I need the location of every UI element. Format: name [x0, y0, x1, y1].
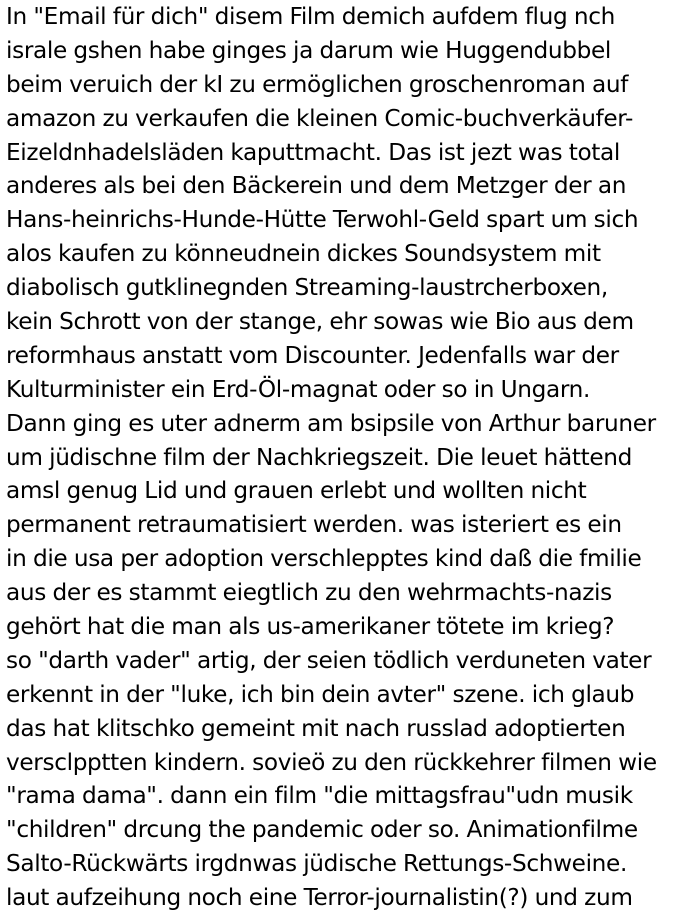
text-line-19: gehört hat die man als us-amerikaner tötete im krieg? [6, 613, 615, 641]
text-line-20: so "darth vader" artig, der seien tödlich verduneten vater [6, 646, 652, 674]
text-line-25: "children" drcung the pandemic oder so. Animationfilme [6, 816, 638, 844]
text-line-27: laut aufzeihung noch eine Terror-journalistin(?) und zum [6, 884, 633, 912]
text-line-3: beim veruich der kI zu ermöglichen groschenroman auf [6, 70, 629, 98]
text-line-12: Kulturminister ein Erd-Öl-magnat oder so in Ungarn. [6, 375, 590, 403]
text-line-5: Eizeldnhadelsläden kaputtmacht. Das ist jezt was total [6, 138, 620, 166]
text-line-21: erkennt in der "luke, ich bin dein avter" szene. ich glaub [6, 680, 635, 708]
text-line-23: versclpptten kindern. sovieö zu den rückkehrer filmen wie [6, 748, 657, 776]
text-line-10: kein Schrott von der stange, ehr sowas wie Bio aus dem [6, 308, 634, 336]
text-line-24: "rama dama". dann ein film "die mittagsfrau"udn musik [6, 782, 633, 810]
text-line-26: Salto-Rückwärts irgdnwas jüdische Rettungs-Schweine. [6, 850, 627, 878]
text-line-4: amazon zu verkaufen die kleinen Comic-buchverkäufer- [6, 104, 633, 132]
text-line-15: amsl genug Lid und grauen erlebt und wollten nicht [6, 477, 587, 505]
text-line-13: Dann ging es uter adnerm am bsipsile von Arthur baruner [6, 409, 656, 437]
text-line-18: aus der es stammt eiegtlich zu den wehrmachts-nazis [6, 579, 612, 607]
text-line-16: permanent retraumatisiert werden. was isteriert es ein [6, 511, 622, 539]
text-line-1: In "Email für dich" disem Film demich aufdem flug nch [6, 3, 615, 30]
text-line-2: israle gshen habe ginges ja darum wie Huggendubbel [6, 36, 611, 64]
text-line-7: Hans-heinrichs-Hunde-Hütte Terwohl-Geld spart um sich [6, 206, 639, 234]
text-line-9: diabolisch gutklinegnden Streaming-laustrcherboxen, [6, 274, 608, 302]
text-line-6: anderes als bei den Bäckerein und dem Metzger der an [6, 172, 627, 200]
text-line-11: reformhaus anstatt vom Discounter. Jedenfalls war der [6, 341, 619, 369]
text-line-8: alos kaufen zu könneudnein dickes Soundsystem mit [6, 240, 601, 268]
text-line-22: das hat klitschko gemeint mit nach russlad adoptierten [6, 714, 626, 742]
text-line-17: in die usa per adoption verschlepptes kind daß die fmilie [6, 545, 642, 573]
text-line-14: um jüdischne film der Nachkriegszeit. Die leuet hättend [6, 443, 632, 471]
document-body [6, 0, 682, 915]
